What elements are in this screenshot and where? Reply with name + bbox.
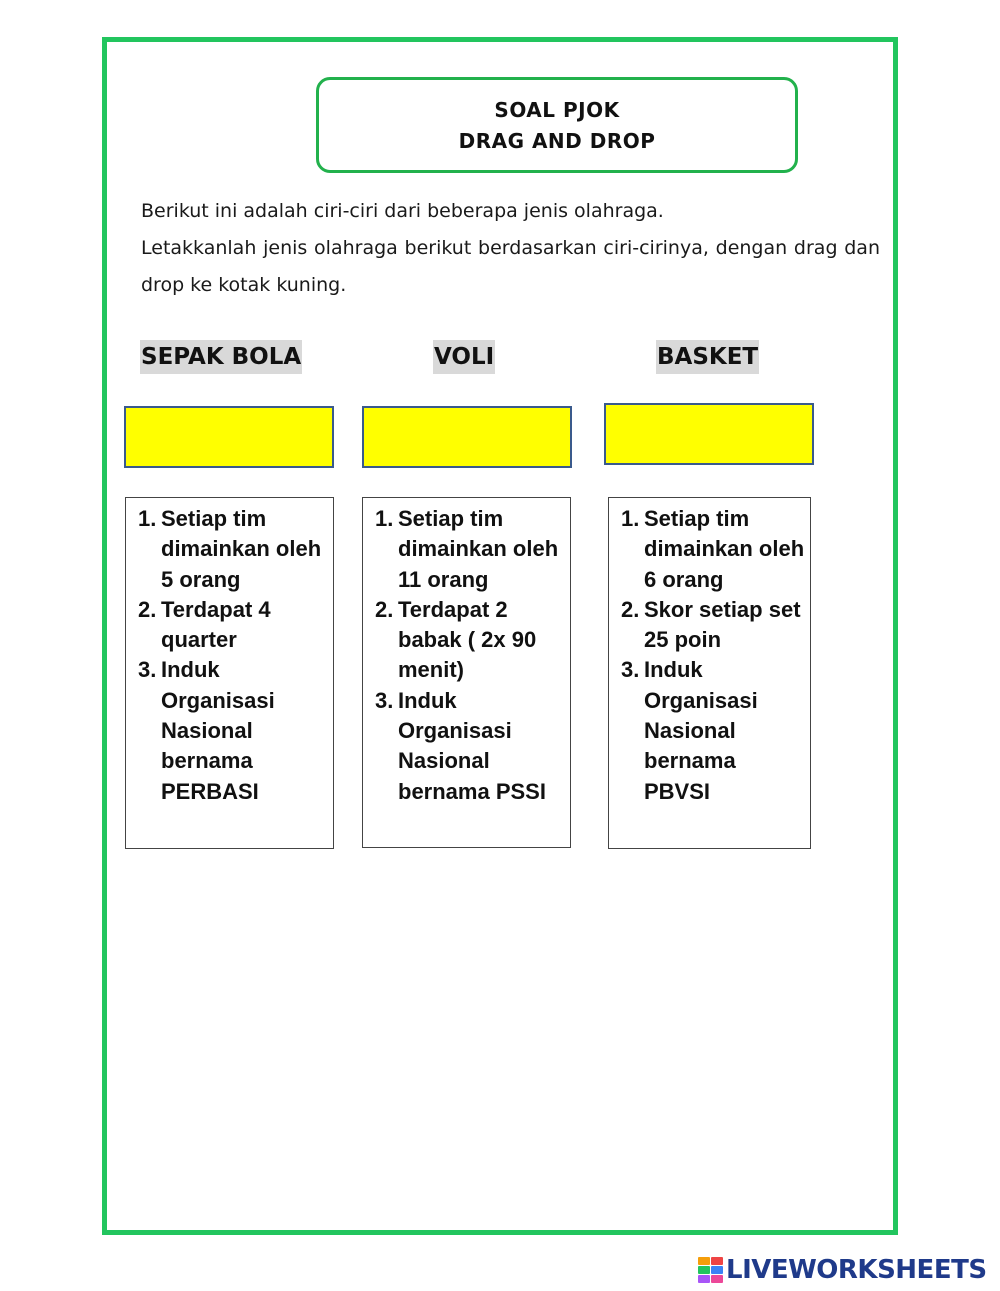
list-item-text: Induk Organisasi Nasional bernama PBVSI	[644, 657, 758, 804]
clue-box-2	[362, 497, 571, 848]
list-item-text: Induk Organisasi Nasional bernama PSSI	[398, 687, 546, 804]
sport-label-sepak-bola[interactable]: SEPAK BOLA	[140, 340, 302, 374]
list-item	[138, 655, 329, 806]
list-item	[621, 655, 806, 806]
clue-list-3	[621, 504, 806, 807]
clue-box-3	[608, 497, 811, 849]
list-item-text: Skor setiap set 25 poin	[644, 596, 801, 653]
list-item	[375, 504, 566, 595]
clue-box-1	[125, 497, 334, 849]
title-line-1: SOAL PJOK	[494, 98, 620, 122]
list-item	[621, 595, 806, 656]
list-item	[138, 595, 329, 656]
title-line-2: DRAG AND DROP	[458, 129, 656, 153]
list-item-text: Terdapat 4 quarter	[161, 596, 271, 653]
list-item-text: Terdapat 2 babak ( 2x 90 menit)	[398, 596, 537, 683]
drop-zone-2[interactable]	[362, 406, 572, 468]
brand-name: LIVEWORKSHEETS	[726, 1255, 987, 1285]
list-item-number: 2.	[375, 596, 394, 622]
list-item	[375, 595, 566, 686]
instructions	[141, 193, 880, 304]
drop-zone-3[interactable]	[604, 403, 814, 465]
instruction-line-1: Berikut ini adalah ciri-ciri dari beberapa jenis olahraga.	[141, 200, 664, 222]
list-item-number: 1.	[375, 506, 394, 531]
list-item-text: Setiap tim dimainkan oleh 6 orang	[644, 506, 805, 592]
sport-label-basket[interactable]: BASKET	[656, 340, 759, 374]
list-item-number: 3.	[138, 657, 157, 683]
clue-list-2	[375, 504, 566, 807]
list-item-number: 2.	[621, 596, 640, 622]
title-box	[316, 77, 798, 173]
list-item-number: 1.	[138, 506, 157, 531]
sport-label-voli[interactable]: VOLI	[433, 340, 495, 374]
instruction-line-2: Letakkanlah jenis olahraga berikut berdasarkan ciri-cirinya, dengan drag dan drop ke kotak kuning.	[141, 237, 880, 296]
list-item	[375, 686, 566, 807]
list-item	[621, 504, 806, 595]
list-item-text: Setiap tim dimainkan oleh 11 orang	[398, 506, 559, 592]
drop-zone-1[interactable]	[124, 406, 334, 468]
list-item-text: Setiap tim dimainkan oleh 5 orang	[161, 506, 322, 592]
list-item-number: 2.	[138, 596, 157, 622]
list-item	[138, 504, 329, 595]
clue-list-1	[138, 504, 329, 807]
liveworksheets-logo	[698, 1255, 987, 1285]
liveworksheets-icon	[698, 1257, 722, 1283]
list-item-number: 3.	[621, 657, 640, 683]
list-item-number: 1.	[621, 506, 640, 531]
list-item-number: 3.	[375, 687, 394, 713]
list-item-text: Induk Organisasi Nasional bernama PERBASI	[161, 657, 275, 804]
